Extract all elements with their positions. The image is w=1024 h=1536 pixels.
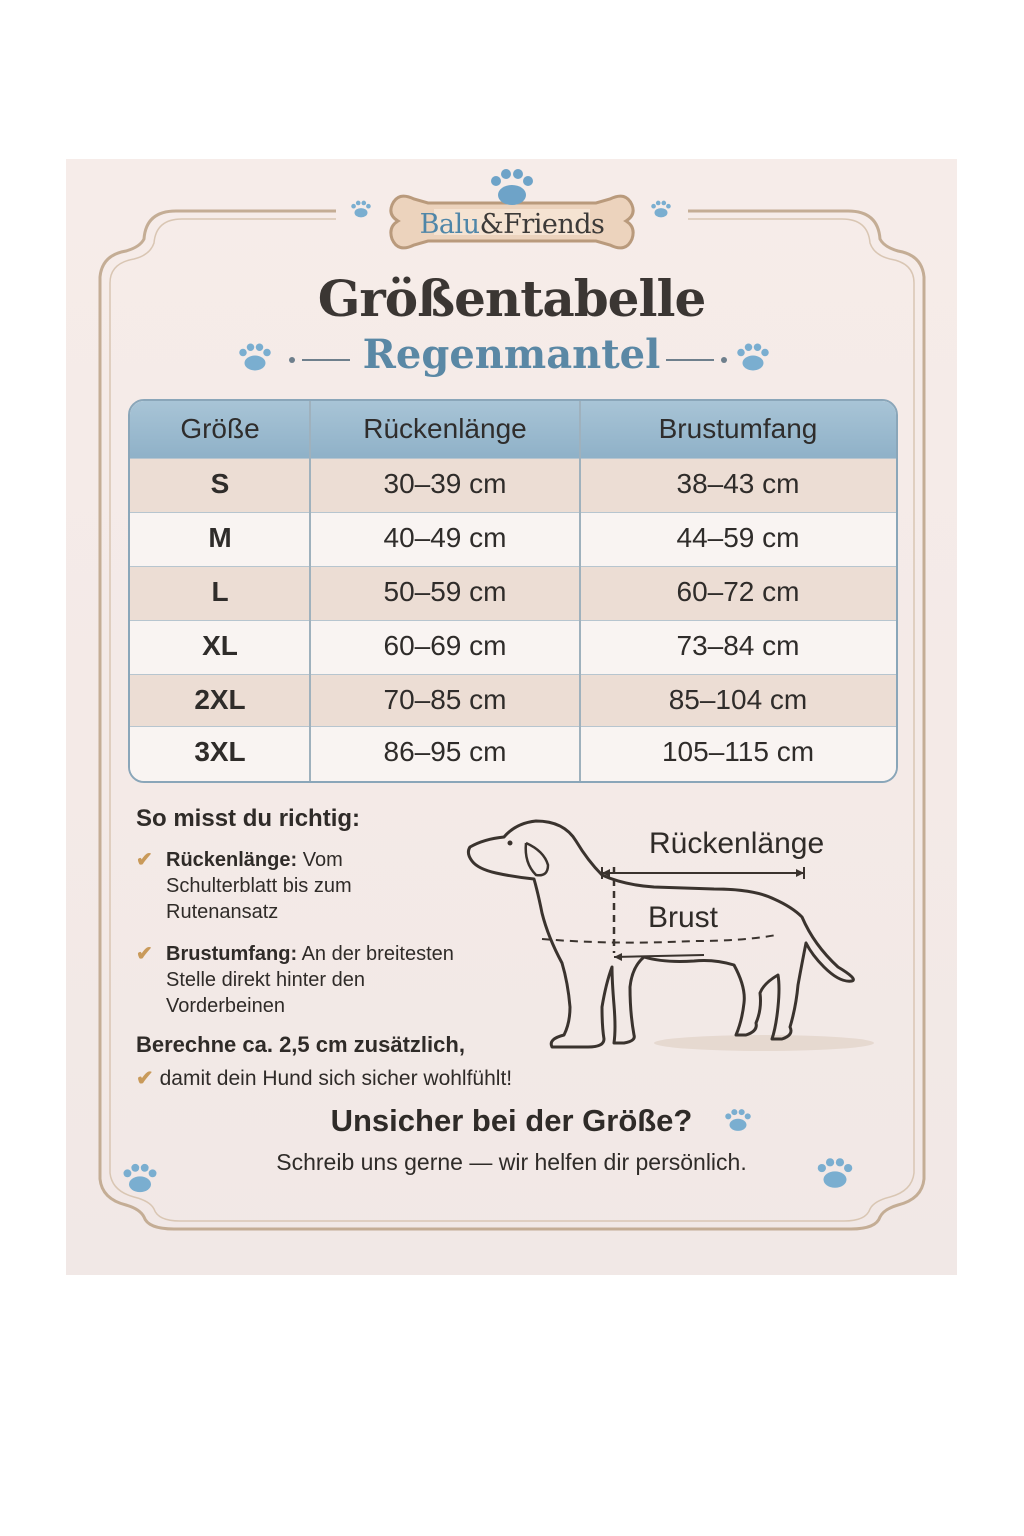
chest-cell: 38–43 cm (676, 468, 800, 499)
column-divider (309, 401, 311, 781)
paw-icon (348, 197, 374, 221)
extra-allowance-text: damit dein Hund sich sicher wohlfühlt! (159, 1067, 513, 1090)
check-icon: ✔ (136, 849, 153, 871)
chest-cell: 105–115 cm (661, 736, 815, 767)
size-table (128, 399, 898, 783)
table-row (130, 566, 896, 621)
table-row (130, 674, 896, 729)
chest-cell: 73–84 cm (676, 630, 800, 661)
chest-label: Brustumfang: (166, 943, 298, 965)
paw-icon (721, 1105, 755, 1135)
paw-icon (648, 197, 674, 221)
back-length-instruction (136, 847, 456, 927)
header-back-length: Rückenlänge (363, 413, 527, 444)
size-cell: 2XL (194, 684, 246, 715)
table-row (130, 726, 896, 782)
chest-cell: 60–72 cm (676, 576, 800, 607)
header-chest: Brustumfang (658, 413, 818, 444)
header-size: Größe (180, 413, 260, 444)
chest-instruction (136, 941, 456, 1021)
paw-icon (118, 1159, 162, 1197)
paw-icon (812, 1153, 858, 1193)
size-cell: S (210, 468, 230, 499)
back-length-cell: 60–69 cm (383, 630, 507, 661)
brand-name-part2: &Friends (479, 209, 605, 240)
chest-text: An der breitesten Stelle direkt hinter den Vorderbeinen (166, 943, 454, 1017)
paw-icon (484, 167, 540, 207)
diagram-back-length-label: Rückenlänge (649, 827, 825, 860)
column-divider (579, 401, 581, 781)
size-cell: 3XL (194, 736, 246, 767)
cta-question: Unsicher bei der Größe? (330, 1103, 693, 1138)
back-length-cell: 30–39 cm (383, 468, 507, 499)
size-cell: L (211, 576, 229, 607)
page-title: Größentabelle (317, 269, 706, 328)
size-cell: M (208, 522, 232, 553)
howto-title: So misst du richtig: (136, 805, 361, 832)
page-subtitle: Regenmantel (362, 331, 661, 378)
subtitle-row (66, 331, 957, 387)
extra-allowance-bold: Berechne ca. 2,5 cm zusätzlich, (136, 1032, 465, 1057)
brand-name-part1: Balu (419, 209, 480, 240)
check-icon: ✔ (136, 943, 153, 965)
size-chart-card (66, 159, 957, 1275)
table-row (130, 458, 896, 513)
diagram-chest-label: Brust (648, 901, 719, 934)
back-length-cell: 50–59 cm (383, 576, 507, 607)
table-row (130, 512, 896, 567)
chest-cell: 85–104 cm (668, 684, 808, 715)
chest-cell: 44–59 cm (676, 522, 800, 553)
back-length-text: Vom Schulterblatt bis zum Rutenansatz (166, 849, 352, 923)
back-length-label: Rückenlänge: (166, 849, 298, 871)
back-length-cell: 40–49 cm (383, 522, 507, 553)
table-row (130, 620, 896, 675)
extra-allowance-line (136, 1066, 512, 1091)
back-length-cell: 86–95 cm (383, 736, 507, 767)
size-cell: XL (202, 630, 238, 661)
table-header (130, 401, 896, 458)
back-length-cell: 70–85 cm (383, 684, 507, 715)
check-icon: ✔ (136, 1067, 154, 1090)
cta-text: Schreib uns gerne — wir helfen dir persönlich. (276, 1149, 747, 1175)
